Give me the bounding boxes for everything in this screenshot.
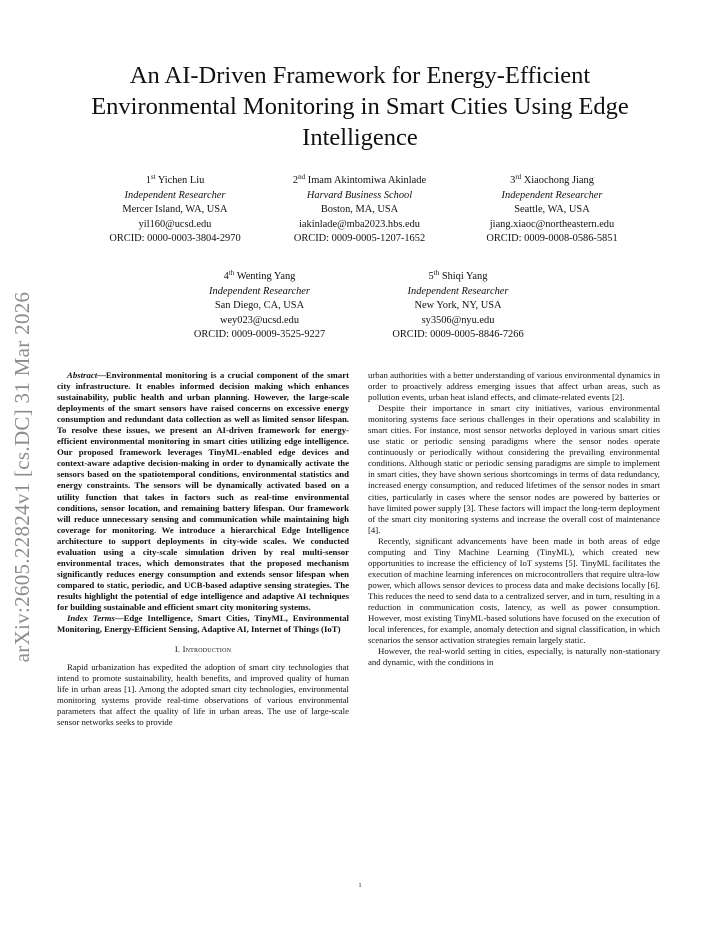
author-ord-sup: th (228, 269, 235, 277)
author-name: Yichen Liu (157, 175, 205, 186)
author-affiliation: Independent Researcher (209, 285, 310, 297)
body-paragraph: Recently, significant advancements have been made in both areas of edge computing and Tiny Machine Learning (TinyML), which created new opportunities to increase the efficiency of IoT systems [5]. TinyML facilitates the execution of machine learning inferences on microcontrollers that require ultra-low power, which allows sensor devices to process data and make decisions locally [6]. This reduces the need to send data to a centralized server, and in turn, resulting in a reduction in communication costs, latency, as well as power consumption. However, most existing TinyML-based solutions have focused on the execution of local inferences, for example, anomaly detection and signal classification, in which scenarios the sensor activation strategies remain largely static. (368, 535, 660, 646)
author-affiliation: Independent Researcher (501, 189, 603, 201)
author-ord: 3 (510, 175, 516, 186)
author-ord-sup: th (433, 269, 440, 277)
author-email: jiang.xiaoc@northeastern.edu (489, 218, 615, 230)
author-name: Xiaochong Jiang (523, 175, 594, 186)
abstract-text: —Environmental monitoring is a crucial component of the smart city infrastructure. It enables informed decision making which enhances sustainability, public health and urban planning. However, the large-scale deployments of the smart sensors have raised concerns on excessive energy consumption and redundant data collection as well as limited sensor lifespan. To resolve these issues, we present an AI-driven framework for energy-efficient environmental monitoring in smart cities utilizing edge intelligence. Our proposed framework leverages TinyML-enabled edge devices and context-aware adaptive decision-making in order to dynamically activate the sensors based on the spatiotemporal conditions, environmental statistics and energy constraints. The sensors will be dynamically activated based on a utility function that takes in factors such as real-time environmental conditions, sensor location, and remaining battery lifespan. Our framework will reduce unnecessary sensing and communication while maintaining high coverage for monitoring. We introduce a hierarchical Edge Intelligence architecture to support deployments in city-wide scales. We conducted evaluation using a city-scale simulation driven by real multi-sensor environmental traces, which demonstrates that the proposed mechanism significantly reduces energy consumption and extends sensor lifespan when compared to static, periodic, and UCB-based adaptive sensing strategies. The results highlight the potential of edge intelligence and adaptive AI techniques for building sustainable and efficient smart city monitoring systems. (57, 370, 349, 612)
author-orcid: ORCID: 0009-0008-0586-5851 (486, 233, 618, 245)
author-email: sy3506@nyu.edu (421, 314, 495, 326)
body-paragraph: Despite their importance in smart city initiatives, various environmental monitoring systems face serious challenges in their operations and scalability in smart cities. For instance, most sensor networks deployed in various smart cities use static or periodic sensing paradigms where the sensor nodes operate continuously or periodically without considering the prevailing environmental conditions. Although static or periodic sensing paradigms are simple to implement in smart cities, they have shown serious shortcomings in terms of data redundancy, increased energy consumption, and reduced lifetimes of the sensor nodes in smart cities, particularly in cases where the sensor nodes are powered by batteries or have limited power supply [3]. These factors will impact the long-term deployment of the smart city monitoring systems and increase the overall cost of maintenance [4]. (368, 403, 660, 535)
author-affiliation: Independent Researcher (124, 189, 226, 201)
author-ord: 1 (145, 175, 151, 186)
author-email: yil160@ucsd.edu (138, 218, 212, 230)
author-location: San Diego, CA, USA (214, 300, 305, 312)
author-orcid: ORCID: 0000-0003-3804-2970 (109, 233, 241, 245)
author-orcid: ORCID: 0009-0005-1207-1652 (293, 233, 426, 245)
author-location: New York, NY, USA (414, 300, 502, 312)
section-heading (57, 644, 349, 655)
author-block-2 (272, 174, 447, 247)
page-number: 1 (358, 882, 362, 889)
author-block-4 (172, 270, 347, 343)
author-affiliation: Harvard Business School (306, 189, 413, 201)
author-block-3 (462, 174, 642, 247)
section-number: I. (174, 644, 183, 655)
index-terms (57, 613, 349, 635)
abstract-lead: Abstract (67, 370, 98, 380)
author-orcid: ORCID: 0009-0005-8846-7266 (392, 329, 524, 341)
author-ord: 5 (428, 271, 434, 282)
author-affiliation: Independent Researcher (407, 285, 509, 297)
author-block-1 (90, 174, 260, 247)
body-paragraph: Rapid urbanization has expedited the adoption of smart city technologies that intend to promote sustainability, health benefits, and improved quality of human life in urban areas [1]. Among the adopted smart city technologies, environmental monitoring systems provide real-time observations of various environmental parameters that affect the quality of life in urban areas. The use of large-scale sensor networks seeks to provide (57, 662, 349, 728)
arxiv-identifier: arXiv:2605.22824v1 [cs.DC] 31 Mar 2026 (10, 291, 34, 663)
right-column (368, 370, 660, 668)
left-column (57, 370, 349, 728)
author-ord-sup: st (150, 173, 156, 181)
body-paragraph: urban authorities with a better understanding of various environmental dynamics in order to proactively address emerging issues that affect urban areas, such as pollution events, urban heat island effects, and climate-related events [2]. (368, 370, 660, 403)
author-block-5 (368, 270, 548, 343)
paper-title: An AI-Driven Framework for Energy-Efficient Environmental Monitoring in Smart Cities Using Edge Intelligence (91, 62, 629, 151)
author-ord: 2 (292, 175, 299, 186)
author-name: Shiqi Yang (441, 271, 488, 282)
abstract (57, 370, 349, 613)
author-location: Boston, MA, USA (320, 204, 399, 216)
body-paragraph: However, the real-world setting in cities, especially, is naturally non-stationary and dynamic, with the conditions in (368, 646, 660, 668)
author-location: Mercer Island, WA, USA (122, 204, 228, 216)
author-name: Imam Akintomiwa Akinlade (307, 175, 427, 186)
author-ord: 4 (223, 271, 229, 282)
index-terms-lead: Index Terms (67, 613, 115, 624)
author-ord-sup: rd (515, 173, 522, 181)
section-title: Introduction (182, 644, 232, 655)
author-email: wey023@ucsd.edu (219, 314, 300, 326)
author-ord-sup: nd (298, 173, 306, 181)
author-name: Wenting Yang (236, 271, 296, 282)
index-terms-text: —Edge Intelligence, Smart Cities, TinyML, Environmental Monitoring, Energy-Efficient Sensing, Adaptive AI, Internet of Things (IoT) (57, 613, 349, 635)
author-email: iakinlade@mba2023.hbs.edu (299, 218, 420, 230)
author-orcid: ORCID: 0009-0009-3525-9227 (193, 329, 326, 341)
author-location: Seattle, WA, USA (514, 204, 590, 216)
